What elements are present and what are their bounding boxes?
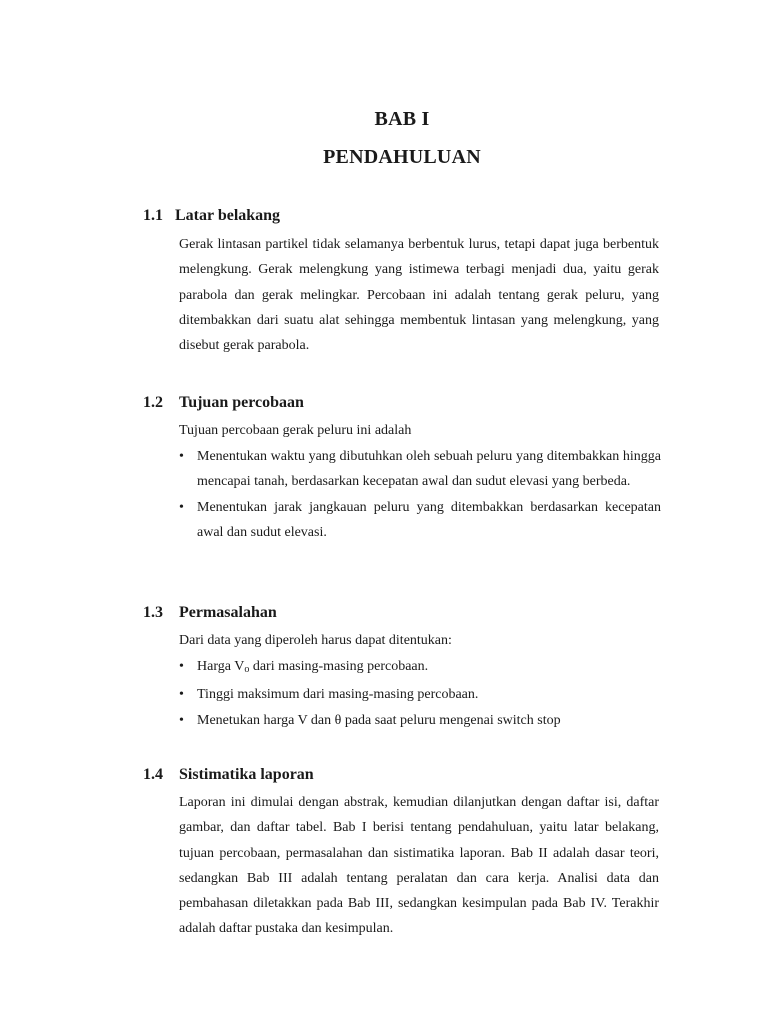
section-title: Tujuan percobaan (179, 394, 304, 411)
chapter-title: BAB I (374, 108, 430, 130)
bullet-list-tujuan (179, 444, 661, 545)
section-number: 1.3 (143, 604, 163, 621)
section-heading-latar-belakang (143, 207, 280, 225)
section-paragraph-sistimatika: Laporan ini dimulai dengan abstrak, kemudian dilanjutkan dengan daftar isi, daftar gambar, dan daftar tabel. Bab I berisi tentang pendahuluan, yaitu latar belakang, tujuan percobaan, permasalahan dan sistimatika laporan. Bab II adalah dasar teori, sedangkan Bab III adalah tentang peralatan dan cara kerja. Analisi data dan pembahasan diletakkan pada Bab III, sedangkan kesimpulan pada Bab IV. Terakhir adalah daftar pustaka dan kesimpulan. (179, 795, 659, 937)
list-item-text: Menetukan harga V dan θ pada saat peluru mengenai switch stop (197, 712, 561, 728)
section-number: 1.1 (143, 207, 163, 224)
list-item (179, 682, 661, 707)
list-item (179, 495, 661, 546)
list-item-text: Tinggi maksimum dari masing-masing percobaan. (197, 687, 479, 703)
list-item-text-pre: Harga V (197, 659, 245, 674)
section-title: Permasalahan (179, 604, 277, 621)
list-item (179, 444, 661, 495)
bullet-list-permasalahan (179, 654, 661, 733)
list-item-text: Menentukan waktu yang dibutuhkan oleh sebuah peluru yang ditembakkan hingga mencapai tanah, berdasarkan kecepatan awal dan sudut elevasi yang berbeda. (197, 449, 661, 490)
section-title: Sistimatika laporan (179, 766, 314, 783)
bullet-icon: • (179, 449, 184, 464)
bullet-icon: • (179, 659, 184, 674)
bullet-icon: • (179, 499, 184, 515)
list-item (179, 708, 661, 733)
section-paragraph-latar-belakang: Gerak lintasan partikel tidak selamanya berbentuk lurus, tetapi dapat juga berbentuk melengkung. Gerak melengkung yang istimewa terbagi menjadi dua, yaitu gerak parabola dan gerak melingkar. Percobaan ini adalah tentang gerak peluru, yang ditembakkan dari suatu alat sehingga membentuk lintasan yang melengkung, yang disebut gerak parabola. (179, 237, 659, 354)
list-item-text-post: dari masing-masing percobaan. (249, 659, 429, 674)
section-intro-tujuan: Tujuan percobaan gerak peluru ini adalah (179, 423, 412, 438)
section-heading-permasalahan (143, 604, 277, 622)
section-title: Latar belakang (175, 207, 281, 224)
section-number: 1.2 (143, 394, 163, 411)
list-item (179, 654, 661, 682)
section-number: 1.4 (143, 766, 163, 783)
section-heading-sistimatika-laporan (143, 766, 314, 784)
bullet-icon: • (179, 687, 184, 703)
chapter-name: PENDAHULUAN (323, 146, 481, 168)
section-intro-permasalahan: Dari data yang diperoleh harus dapat ditentukan: (179, 633, 452, 648)
subscript: o (244, 664, 250, 675)
list-item-text: Menentukan jarak jangkauan peluru yang ditembakkan berdasarkan kecepatan awal dan sudut elevasi. (197, 499, 661, 540)
bullet-icon: • (179, 712, 184, 728)
section-heading-tujuan-percobaan (143, 394, 304, 412)
list-item-text (197, 659, 428, 674)
